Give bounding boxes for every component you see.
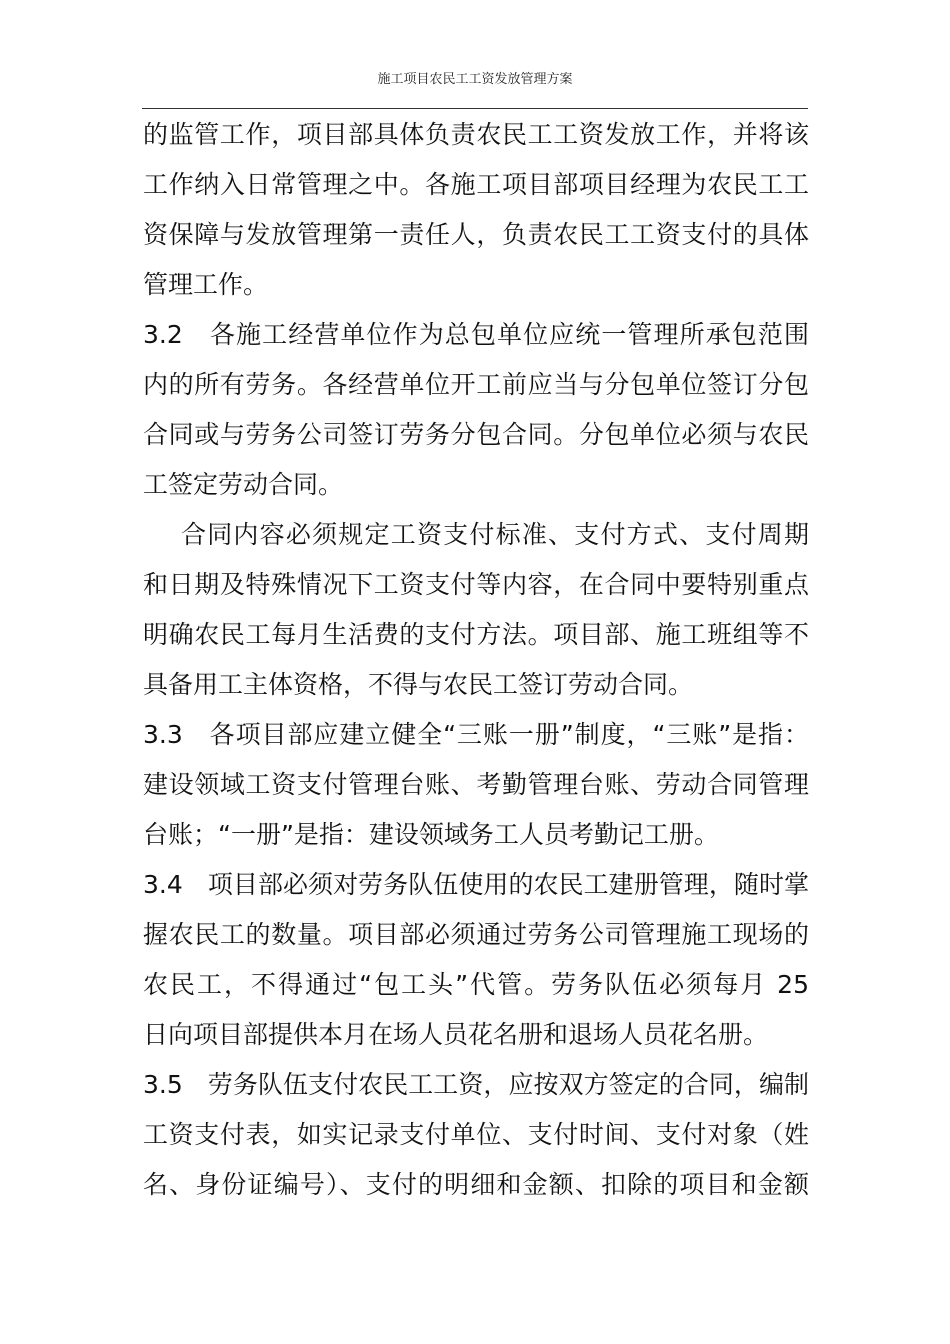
text-line: 具备用工主体资格，不得与农民工签订劳动合同。	[143, 670, 694, 699]
document-body	[143, 110, 809, 1210]
text-line: 3.3 各项目部应建立健全“三账一册”制度，“三账”是指：	[143, 720, 809, 749]
text-line: 3.5 劳务队伍支付农民工工资，应按双方签定的合同，编制	[143, 1070, 809, 1099]
text-line: 合同内容必须规定工资支付标准、支付方式、支付周期	[181, 520, 809, 549]
page-header-title: 施工项目农民工工资发放管理方案	[377, 72, 573, 87]
text-line: 3.4 项目部必须对劳务队伍使用的农民工建册管理，随时掌	[143, 870, 809, 899]
text-line: 工资支付表，如实记录支付单位、支付时间、支付对象（姓	[143, 1120, 809, 1149]
text-line: 握农民工的数量。项目部必须通过劳务公司管理施工现场的	[143, 920, 809, 949]
text-line: 明确农民工每月生活费的支付方法。项目部、施工班组等不	[143, 620, 809, 649]
text-line: 资保障与发放管理第一责任人，负责农民工工资支付的具体	[143, 220, 809, 249]
text-line: 工作纳入日常管理之中。各施工项目部项目经理为农民工工	[143, 170, 809, 199]
text-line: 合同或与劳务公司签订劳务分包合同。分包单位必须与农民	[143, 420, 809, 449]
text-line: 的监管工作，项目部具体负责农民工工资发放工作，并将该	[143, 120, 809, 149]
text-line: 台账；“一册”是指：建设领域务工人员考勤记工册。	[143, 820, 719, 849]
text-line: 建设领域工资支付管理台账、考勤管理台账、劳动合同管理	[143, 770, 809, 799]
text-line: 3.2 各施工经营单位作为总包单位应统一管理所承包范围	[143, 320, 809, 349]
text-line: 工签定劳动合同。	[143, 470, 344, 499]
header-divider	[142, 108, 808, 109]
text-line: 农民工，不得通过“包工头”代管。劳务队伍必须每月 25	[143, 970, 809, 999]
text-line: 日向项目部提供本月在场人员花名册和退场人员花名册。	[143, 1020, 769, 1049]
text-line: 内的所有劳务。各经营单位开工前应当与分包单位签订分包	[143, 370, 809, 399]
text-line: 名、身份证编号）、支付的明细和金额、扣除的项目和金额	[143, 1170, 809, 1199]
text-line: 管理工作。	[143, 270, 269, 299]
text-line: 和日期及特殊情况下工资支付等内容，在合同中要特别重点	[143, 570, 809, 599]
